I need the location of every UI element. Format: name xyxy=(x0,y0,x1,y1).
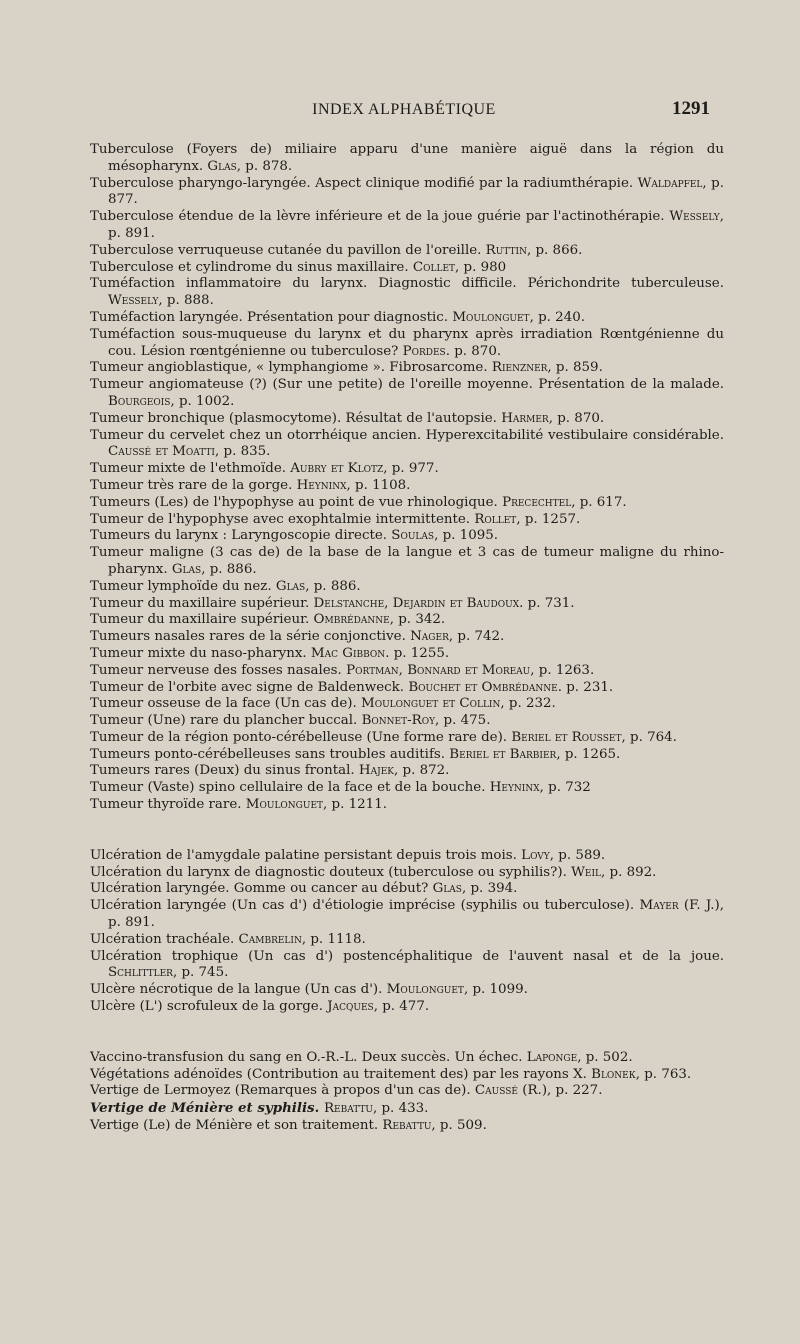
entry-page: , p. 866. xyxy=(526,242,583,258)
entry-author: Rienzner xyxy=(491,360,548,376)
entry-page: , p. 1095. xyxy=(434,528,499,544)
entry-title: Ulcération de l'amygdale palatine persistant depuis trois mois. xyxy=(90,847,522,863)
entry-title: Tuberculose étendue de la lèvre inférieure et de la joue guérie par l'actinothérapie. xyxy=(90,209,670,225)
entry-author: Precechtel xyxy=(502,494,572,510)
entry-page: , p. 732 xyxy=(539,780,591,796)
entry-title: Tuméfaction laryngée. Présentation pour diagnostic. xyxy=(90,309,453,325)
entry-page: . p. 231. xyxy=(557,679,614,695)
entry-title: Tumeur très rare de la gorge. xyxy=(90,477,297,493)
entry-author: Lovy xyxy=(521,847,550,863)
entry-author: Mac Gibbon xyxy=(310,645,386,661)
entry-author: Moulonguet xyxy=(245,797,324,813)
entry-title: Ulcère nécrotique de la langue (Un cas d'). xyxy=(90,982,387,998)
entry-author: Nager xyxy=(410,629,449,645)
index-entry xyxy=(90,797,724,814)
entry-author: Bourgeois xyxy=(108,393,171,409)
entry-author: Glas xyxy=(275,578,306,594)
entry-author: Jacques xyxy=(327,999,374,1015)
entry-title: Tumeur nerveuse des fosses nasales. xyxy=(90,662,347,678)
entry-author: Ruttin xyxy=(485,242,527,258)
index-entry xyxy=(90,360,724,377)
entry-page: , p. 859. xyxy=(547,360,603,376)
entry-author: Bouchet et Ombrédanne xyxy=(408,679,558,695)
entry-page: , p. 745. xyxy=(172,965,229,981)
entry-title: Vertige de Ménière et syphilis. xyxy=(90,1100,324,1117)
entry-author: Moulonguet et Collin xyxy=(361,696,501,712)
index-entry xyxy=(90,848,724,865)
entry-page: , p. 878. xyxy=(236,158,293,174)
entry-page: , p. 617. xyxy=(571,494,627,510)
index-entry xyxy=(90,680,724,697)
index-entry xyxy=(90,1050,724,1067)
entry-author: Glas xyxy=(207,158,237,174)
index-body xyxy=(90,142,724,1135)
entry-title: Tumeur angioblastique, « lymphangiome ». Fibrosarcome. xyxy=(90,360,492,376)
entry-author: Rebattu xyxy=(323,1101,373,1117)
entry-page: , p. 870. xyxy=(548,410,605,426)
entry-title: Tumeur maligne (3 cas de) de la base de la langue et 3 cas de tumeur maligne du rhino-pharynx. xyxy=(90,545,724,577)
index-entry xyxy=(90,512,724,529)
entry-title: Tuberculose verruqueuse cutanée du pavillon de l'oreille. xyxy=(90,242,486,258)
entry-author: Bonnet-Roy xyxy=(361,713,436,729)
entry-author: Ombrédanne xyxy=(313,612,390,628)
index-entry xyxy=(90,428,724,462)
entry-author: Mayer (F. J.) xyxy=(639,898,720,914)
entry-title: Tumeur osseuse de la face (Un cas de). xyxy=(90,696,361,712)
entry-author: Heyninx xyxy=(296,477,347,493)
entry-author: Glas xyxy=(171,561,202,577)
entry-page: , p. 477. xyxy=(373,999,430,1015)
index-entry xyxy=(90,696,724,713)
entry-author: Weil xyxy=(571,864,601,880)
entry-title: Ulcération trophique (Un cas d') postencéphalitique de l'auvent nasal et de la joue. xyxy=(90,948,724,964)
index-entry xyxy=(90,1067,724,1084)
entry-title: Tumeur du maxillaire supérieur. xyxy=(90,612,314,628)
entry-title: Tumeur de l'hypophyse avec exophtalmie intermittente. xyxy=(90,511,475,527)
index-entry xyxy=(90,310,724,327)
entry-title: Tumeur lymphoïde du nez. xyxy=(90,578,276,594)
index-entry xyxy=(90,276,724,310)
entry-author: Hajek xyxy=(358,763,394,779)
entry-author: Laponge xyxy=(526,1049,578,1065)
entry-author: Schlittler xyxy=(108,965,173,981)
index-entry xyxy=(90,528,724,545)
entry-page: , p. 1211. xyxy=(323,797,387,813)
entry-author: Rebattu xyxy=(382,1118,432,1134)
entry-page: , p. 886. xyxy=(305,578,361,594)
index-entry xyxy=(90,579,724,596)
index-entry xyxy=(90,411,724,428)
entry-page: , p. 1118. xyxy=(301,931,366,947)
entry-page: , p. 1108. xyxy=(346,477,411,493)
index-entry xyxy=(90,663,724,680)
entry-page: , p. 877. xyxy=(108,175,724,208)
index-entry xyxy=(90,898,724,932)
index-entry xyxy=(90,596,724,613)
index-entry xyxy=(90,209,724,243)
entry-page: , p. 891. xyxy=(108,209,724,241)
entry-page: , p. 892. xyxy=(600,864,657,880)
entry-author: Cambrelin xyxy=(238,931,302,947)
entry-title: Ulcération du larynx de diagnostic douteux (tuberculose ou syphilis?). xyxy=(90,864,572,880)
entry-page: , p. 835. xyxy=(214,444,271,460)
running-title: INDEX ALPHABÉTIQUE xyxy=(312,101,496,118)
entry-title: Tumeurs du larynx : Laryngoscopie directe. xyxy=(90,528,392,544)
entry-author: Moulonguet xyxy=(386,982,464,998)
entry-author: Bloneк xyxy=(591,1066,636,1082)
entry-page: , p. 232. xyxy=(500,696,556,712)
entry-author: Beriel et Barbier xyxy=(449,746,557,762)
index-entry xyxy=(90,646,724,663)
entry-page: , p. 888. xyxy=(158,293,214,309)
entry-title: Ulcération laryngée. Gomme ou cancer au début? xyxy=(90,881,433,897)
page-number: 1291 xyxy=(672,98,710,119)
entry-page: , p. 742. xyxy=(448,629,505,645)
entry-title: Tuberculose (Foyers de) miliaire apparu d'une manière aiguë dans la région du mésopharynx. xyxy=(90,142,724,174)
entry-title: Tuberculose pharyngo-laryngée. Aspect clinique modifié par la radiumthérapie. xyxy=(90,175,638,191)
entry-page: . p. 870. xyxy=(445,343,502,359)
entry-title: Tumeur bronchique (plasmocytome). Résultat de l'autopsie. xyxy=(90,410,502,426)
entry-title: Tumeur mixte de l'ethmoïde. xyxy=(90,461,291,477)
entry-author: Beriel et Rousset xyxy=(511,729,622,745)
entry-page: , p. 1099. xyxy=(463,982,528,998)
entry-author: Wessely xyxy=(108,293,159,309)
entry-title: Tumeur mixte du naso-pharynx. xyxy=(90,645,311,661)
index-entry xyxy=(90,730,724,747)
index-entry xyxy=(90,1083,724,1100)
entry-author: Collet xyxy=(412,259,456,275)
index-group xyxy=(90,142,724,814)
entry-title: Ulcération laryngée (Un cas d') d'étiologie imprécise (syphilis ou tuberculose). xyxy=(90,898,640,914)
entry-page: , p. 509. xyxy=(431,1118,487,1134)
entry-title: Tumeur angiomateuse (?) (Sur une petite) de l'oreille moyenne. Présentation de la malade. xyxy=(90,377,724,393)
entry-page: , p. 764. xyxy=(621,729,677,745)
entry-page: , p. 240. xyxy=(529,309,585,325)
index-entry xyxy=(90,713,724,730)
entry-page: , p. 475. xyxy=(435,713,491,729)
entry-page: . p. 731. xyxy=(519,595,575,611)
index-entry xyxy=(90,881,724,898)
index-entry xyxy=(90,780,724,797)
entry-page: , p. 394. xyxy=(461,881,518,897)
index-entry xyxy=(90,260,724,277)
entry-title: Ulcération trachéale. xyxy=(90,931,239,947)
entry-page: , p. 891. xyxy=(108,898,724,931)
entry-page: , p. 502. xyxy=(577,1049,633,1065)
entry-author: Delstanche, Dejardin et Baudoux xyxy=(313,595,520,611)
entry-title: Tumeur (Une) rare du plancher buccal. xyxy=(90,713,362,729)
entry-author: Wessely xyxy=(669,209,720,225)
entry-title: Tumeurs rares (Deux) du sinus frontal. xyxy=(90,763,359,779)
index-entry xyxy=(90,865,724,882)
index-entry xyxy=(90,1118,724,1135)
entry-title: Tuméfaction inflammatoire du larynx. Diagnostic difficile. Périchondrite tuberculeuse. xyxy=(90,276,724,292)
index-group xyxy=(90,848,724,1016)
entry-page: , p. 1265. xyxy=(556,746,621,762)
entry-title: Tumeur de l'orbite avec signe de Baldenweck. xyxy=(90,679,409,695)
entry-author: Portman, Bonnard et Moreau xyxy=(346,662,531,678)
entry-author: Harmer xyxy=(501,410,549,426)
entry-title: Végétations adénoïdes (Contribution au traitement des) par les rayons X. xyxy=(90,1066,592,1082)
index-entry xyxy=(90,949,724,983)
entry-title: Tuberculose et cylindrome du sinus maxillaire. xyxy=(90,259,413,275)
entry-page: , p. 1002. xyxy=(170,393,235,409)
index-entry xyxy=(90,545,724,579)
index-entry xyxy=(90,932,724,949)
entry-title: Tuméfaction sous-muqueuse du larynx et du pharynx après irradiation Rœntgénienne du cou. Lésion rœntgénienne ou tuberculose? xyxy=(90,326,724,359)
entry-title: Tumeurs nasales rares de la série conjonctive. xyxy=(90,629,411,645)
entry-title: Tumeur de la région ponto-cérébelleuse (Une forme rare de). xyxy=(90,729,512,745)
entry-title: Ulcère (L') scrofuleux de la gorge. xyxy=(90,999,328,1015)
index-entry xyxy=(90,629,724,646)
index-entry xyxy=(90,612,724,629)
entry-title: Tumeurs ponto-cérébelleuses sans troubles auditifs. xyxy=(90,746,450,762)
entry-page: , p. 1263. xyxy=(530,662,595,678)
index-entry xyxy=(90,142,724,176)
index-group xyxy=(90,1050,724,1135)
index-entry xyxy=(90,999,724,1016)
entry-page: . p. 1255. xyxy=(385,645,450,661)
entry-title: Vaccino-transfusion du sang en O.-R.-L. Deux succès. Un échec. xyxy=(90,1049,527,1065)
entry-title: Tumeur (Vaste) spino cellulaire de la face et de la bouche. xyxy=(90,780,490,796)
entry-page: , p. 980 xyxy=(455,259,507,275)
running-head xyxy=(90,98,710,124)
index-entry xyxy=(90,176,724,210)
entry-page: , p. 763. xyxy=(635,1066,692,1082)
entry-author: Soulas xyxy=(391,528,435,544)
entry-author: Aubry et Klotz xyxy=(290,461,384,477)
index-entry xyxy=(90,1100,724,1118)
index-entry xyxy=(90,495,724,512)
index-entry xyxy=(90,478,724,495)
index-entry xyxy=(90,982,724,999)
entry-page: , p. 1257. xyxy=(516,511,581,527)
index-entry xyxy=(90,763,724,780)
entry-page: , p. 227. xyxy=(547,1083,603,1099)
entry-page: , p. 977. xyxy=(383,461,439,477)
entry-author: Moulonguet xyxy=(452,309,530,325)
entry-author: Glas xyxy=(432,881,462,897)
index-entry xyxy=(90,461,724,478)
entry-page: , p. 872. xyxy=(394,763,450,779)
entry-author: Caussé (R.) xyxy=(474,1083,548,1099)
entry-title: Tumeurs (Les) de l'hypophyse au point de vue rhinologique. xyxy=(90,494,503,510)
entry-title: Vertige de Lermoyez (Remarques à propos d'un cas de). xyxy=(90,1083,475,1099)
index-entry xyxy=(90,327,724,361)
entry-page: , p. 886. xyxy=(201,561,257,577)
entry-title: Tumeur du cervelet chez un otorrhéique ancien. Hyperexcitabilité vestibulaire considérable. xyxy=(90,427,724,443)
entry-page: , p. 433. xyxy=(372,1101,429,1117)
entry-page: , p. 589. xyxy=(549,847,606,863)
entry-author: Caussé et Moatti xyxy=(108,444,215,460)
index-entry xyxy=(90,243,724,260)
entry-title: Vertige (Le) de Ménière et son traitement. xyxy=(90,1118,383,1134)
entry-author: Rollet xyxy=(474,511,517,527)
entry-title: Tumeur du maxillaire supérieur. xyxy=(90,595,314,611)
index-entry xyxy=(90,747,724,764)
entry-author: Pordes xyxy=(402,343,446,359)
index-entry xyxy=(90,377,724,411)
entry-title: Tumeur thyroïde rare. xyxy=(90,797,246,813)
entry-author: Heyninx xyxy=(489,780,540,796)
entry-page: , p. 342. xyxy=(389,612,446,628)
entry-author: Waldapfel xyxy=(637,175,703,191)
